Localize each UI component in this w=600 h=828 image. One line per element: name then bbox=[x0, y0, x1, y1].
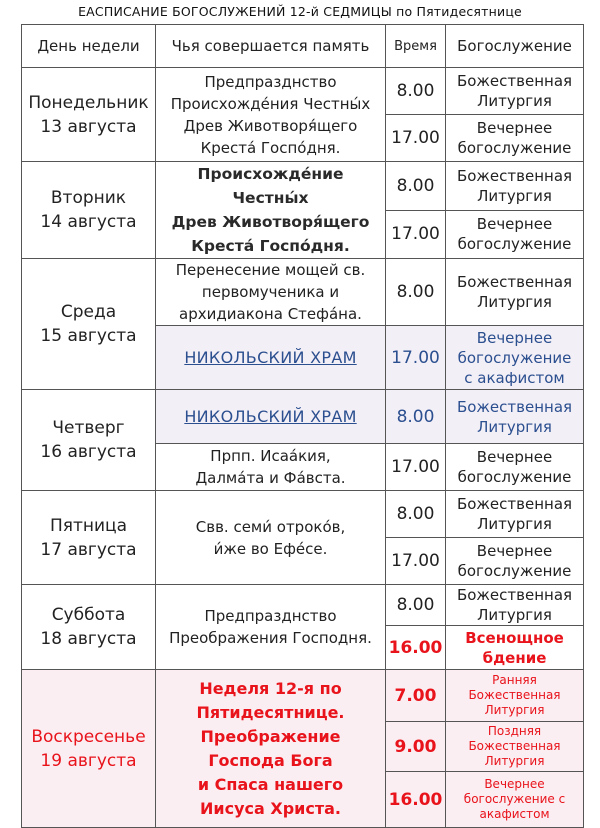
table-row bbox=[22, 162, 584, 211]
time-cell: 8.00 bbox=[386, 259, 446, 326]
time-cell: 16.00 bbox=[386, 772, 446, 828]
day-cell: Понедельник 13 августа bbox=[22, 68, 156, 162]
day-cell: Четверг 16 августа bbox=[22, 390, 156, 491]
service-cell: Всенощное бдение bbox=[446, 626, 584, 670]
time-cell: 17.00 bbox=[386, 326, 446, 390]
time-cell: 8.00 bbox=[386, 68, 446, 115]
service-cell: Божественная Литургия bbox=[446, 68, 584, 115]
day-cell: Вторник 14 августа bbox=[22, 162, 156, 259]
table-row bbox=[22, 68, 584, 115]
service-cell: Вечернее богослужение bbox=[446, 210, 584, 259]
memory-cell: Предпразднство Происхожде́ния Честны́х Древ Животворя́щего Креста́ Госпо́дня. bbox=[156, 68, 386, 162]
time-cell: 17.00 bbox=[386, 115, 446, 162]
nikolsky-church-link[interactable]: НИКОЛЬСКИЙ ХРАМ bbox=[184, 406, 357, 426]
service-cell: Вечернее богослужение bbox=[446, 444, 584, 491]
service-cell: Поздняя Божественная Литургия bbox=[446, 722, 584, 772]
table-row bbox=[22, 259, 584, 326]
header-time: Время bbox=[386, 25, 446, 68]
time-cell: 17.00 bbox=[386, 444, 446, 491]
time-cell: 17.00 bbox=[386, 210, 446, 259]
memory-cell: Свв. семи́ отроко́в, и́же во Ефе́се. bbox=[156, 491, 386, 585]
service-cell: Вечернее богослужение bbox=[446, 115, 584, 162]
service-cell: Божественная Литургия bbox=[446, 491, 584, 538]
memory-cell: Перенесение мощей св. первомученика и архидиакона Стефа́на. bbox=[156, 259, 386, 326]
day-cell: Пятница 17 августа bbox=[22, 491, 156, 585]
time-cell: 9.00 bbox=[386, 722, 446, 772]
service-cell: Божественная Литургия bbox=[446, 162, 584, 211]
memory-cell: Неделя 12-я по Пятидесятнице. Преображение Господа Бога и Спаса нашего Иисуса Христа. bbox=[156, 670, 386, 828]
memory-cell: Предпразднство Преображения Господня. bbox=[156, 585, 386, 670]
service-cell: Вечернее богослужение с акафистом bbox=[446, 772, 584, 828]
table-row bbox=[22, 670, 584, 722]
day-cell: Воскресенье 19 августа bbox=[22, 670, 156, 828]
memory-cell: Происхожде́ние Честны́х Древ Животворя́щего Креста́ Госпо́дня. bbox=[156, 162, 386, 259]
table-row bbox=[22, 491, 584, 538]
header-day: День недели bbox=[22, 25, 156, 68]
day-cell: Среда 15 августа bbox=[22, 259, 156, 390]
service-cell: Божественная Литургия bbox=[446, 259, 584, 326]
nikolsky-church-link-cell bbox=[156, 326, 386, 390]
time-cell: 17.00 bbox=[386, 538, 446, 585]
table-row bbox=[22, 585, 584, 626]
time-cell: 8.00 bbox=[386, 162, 446, 211]
nikolsky-church-link-cell bbox=[156, 390, 386, 444]
header-memory: Чья совершается память bbox=[156, 25, 386, 68]
page-title: ЕАСПИСАНИЕ БОГОСЛУЖЕНИЙ 12-й СЕДМИЦЫ по Пятидесятнице bbox=[78, 4, 522, 19]
schedule-table bbox=[21, 24, 584, 828]
time-cell: 16.00 bbox=[386, 626, 446, 670]
nikolsky-church-link[interactable]: НИКОЛЬСКИЙ ХРАМ bbox=[184, 347, 357, 367]
table-row bbox=[22, 390, 584, 444]
time-cell: 8.00 bbox=[386, 390, 446, 444]
service-cell: Ранняя Божественная Литургия bbox=[446, 670, 584, 722]
day-cell: Суббота 18 августа bbox=[22, 585, 156, 670]
header-service: Богослужение bbox=[446, 25, 584, 68]
service-cell: Вечернее богослужение с акафистом bbox=[446, 326, 584, 390]
service-cell: Божественная Литургия bbox=[446, 390, 584, 444]
time-cell: 8.00 bbox=[386, 491, 446, 538]
memory-cell: Прпп. Исаа́кия, Далма́та и Фа́вста. bbox=[156, 444, 386, 491]
time-cell: 8.00 bbox=[386, 585, 446, 626]
service-cell: Вечернее богослужение bbox=[446, 538, 584, 585]
service-cell: Божественная Литургия bbox=[446, 585, 584, 626]
time-cell: 7.00 bbox=[386, 670, 446, 722]
header-row bbox=[22, 25, 584, 68]
